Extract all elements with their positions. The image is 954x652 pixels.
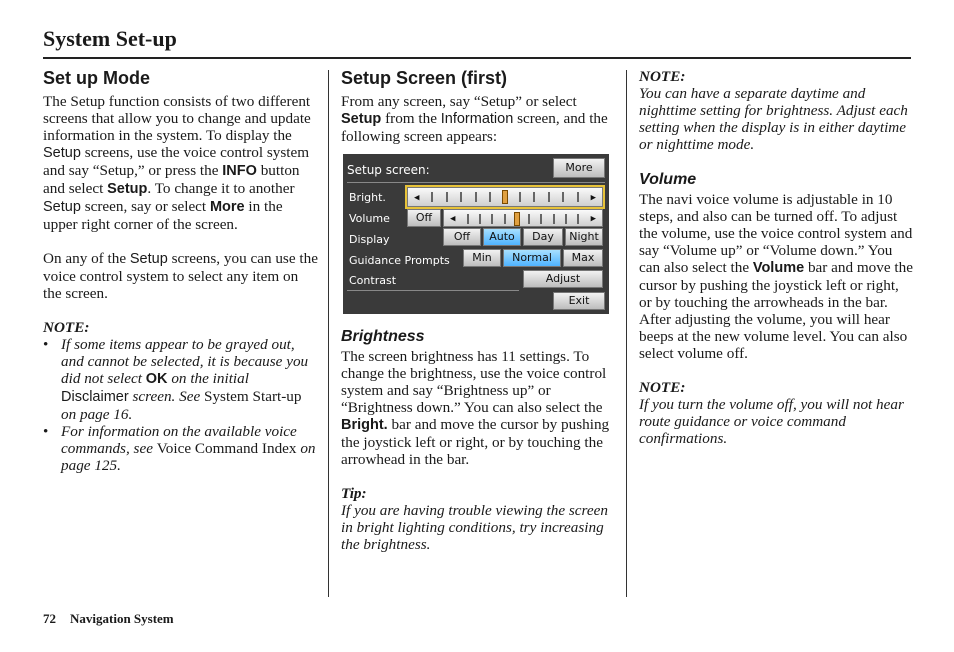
arrow-left-icon[interactable]: ◀ xyxy=(450,214,456,224)
page-title: System Set-up xyxy=(43,26,177,51)
keyword-information: Information xyxy=(440,111,514,127)
setup-screens-paragraph xyxy=(43,250,318,302)
tip-heading: Tip: xyxy=(341,485,367,502)
text-run: in the upper right corner of the screen. xyxy=(43,198,283,233)
text-run: screens, use the voice control system and say “Setup,” or press the xyxy=(43,144,310,179)
display-night-button[interactable]: Night xyxy=(565,228,603,246)
volume-slider-tick xyxy=(528,214,530,224)
keyword-setup: Setup xyxy=(129,251,168,267)
volume-slider-tick xyxy=(504,214,506,224)
setup-mode-paragraph xyxy=(43,93,318,233)
page-footer xyxy=(43,611,174,627)
volume-paragraph xyxy=(639,191,914,362)
note-volume-off: If you turn the volume off, you will not hear route guidance or voice command confirmations. xyxy=(639,396,904,447)
keyword-volume: Volume xyxy=(752,260,805,276)
bright-slider-cursor[interactable] xyxy=(502,190,508,204)
footer-label: Navigation System xyxy=(70,611,174,626)
display-off-button[interactable]: Off xyxy=(443,228,481,246)
page-number: 72 xyxy=(43,611,56,626)
text-run: button and select xyxy=(43,162,300,197)
column-divider-1 xyxy=(328,70,329,597)
column-divider-2 xyxy=(626,70,627,597)
volume-slider-tick xyxy=(479,214,481,224)
note-bullet-voice-commands xyxy=(43,423,318,474)
setup-screen-intro xyxy=(341,93,616,145)
arrow-right-icon[interactable]: ▶ xyxy=(590,193,596,203)
text-run: From any screen, say “Setup” or select xyxy=(341,93,577,110)
keyword-setup: Setup xyxy=(43,145,81,161)
note-brightness-daynight: You can have a separate daytime and nighttime setting for brightness. Adjust each setting when the display is in either daytime or nighttime mode. xyxy=(639,85,908,153)
brightness-paragraph xyxy=(341,348,616,468)
brightness-heading: Brightness xyxy=(341,328,425,345)
bright-slider-tick xyxy=(431,192,433,202)
text-run: on the initial xyxy=(167,370,249,387)
text-run: For information on the available voice commands, see xyxy=(61,423,297,457)
volume-slider-tick xyxy=(577,214,579,224)
volume-slider-tick xyxy=(491,214,493,224)
column-left xyxy=(43,68,318,474)
guidance-max-button[interactable]: Max xyxy=(563,249,603,267)
arrow-left-icon[interactable]: ◀ xyxy=(414,193,420,203)
note-heading: NOTE: xyxy=(43,319,90,336)
arrow-right-icon[interactable]: ▶ xyxy=(590,214,596,224)
volume-slider-tick xyxy=(467,214,469,224)
section-heading-setup-mode: Set up Mode xyxy=(43,68,150,88)
bright-slider-tick xyxy=(533,192,535,202)
bright-slider-tick xyxy=(562,192,564,202)
text-run: The screen brightness has 11 settings. To change the brightness, use the voice control system and say “Brightness up” or “Brightness down.” You can also select the xyxy=(341,348,607,416)
text-run: On any of the xyxy=(43,250,130,267)
guidance-prompts-label: Guidance Prompts xyxy=(349,254,450,267)
volume-slider-tick xyxy=(553,214,555,224)
volume-slider[interactable] xyxy=(443,209,603,227)
row-divider xyxy=(347,290,519,291)
text-run: on page 16. xyxy=(61,406,133,423)
keyword-bright: Bright. xyxy=(341,417,388,433)
keyword-setup: Setup xyxy=(43,199,81,215)
text-run: The Setup function consists of two different screens that allow you to change and update information in the system. To display the xyxy=(43,93,311,144)
contrast-adjust-button[interactable]: Adjust xyxy=(523,270,603,288)
display-day-button[interactable]: Day xyxy=(523,228,563,246)
keyword-setup-bold: Setup xyxy=(107,181,148,197)
keyword-setup-bold: Setup xyxy=(341,111,382,127)
text-run: bar and move the cursor by pushing the joystick left or right, or by touching the arrowhead in the bar. xyxy=(341,416,610,468)
note-bullet-grayed xyxy=(43,336,318,423)
bright-slider[interactable] xyxy=(407,187,603,207)
guidance-normal-button[interactable]: Normal xyxy=(503,249,561,267)
volume-slider-tick xyxy=(565,214,567,224)
more-button[interactable]: More xyxy=(553,158,605,178)
volume-off-button[interactable]: Off xyxy=(407,209,441,227)
text-run: screens, you can use the voice control system to select any item on the screen. xyxy=(43,250,318,302)
reference-system-startup: System Start-up xyxy=(204,388,302,405)
text-run: If some items appear to be grayed out, and cannot be selected, it is because you did not select xyxy=(61,336,309,387)
bright-label: Bright. xyxy=(349,191,386,204)
keyword-disclaimer: Disclaimer xyxy=(61,389,129,405)
volume-slider-cursor[interactable] xyxy=(514,212,520,226)
keyword-more: More xyxy=(209,199,245,215)
display-label: Display xyxy=(349,233,390,246)
bright-slider-tick xyxy=(475,192,477,202)
title-rule xyxy=(43,57,911,59)
bright-slider-tick xyxy=(519,192,521,202)
text-run: from the xyxy=(381,110,441,127)
exit-button[interactable]: Exit xyxy=(553,292,605,310)
screen-title: Setup screen: xyxy=(347,163,430,177)
text-run: screen, say or select xyxy=(80,198,210,215)
volume-heading: Volume xyxy=(639,171,697,188)
display-auto-button[interactable]: Auto xyxy=(483,228,521,246)
bright-slider-tick xyxy=(548,192,550,202)
text-run: screen. See xyxy=(128,388,205,405)
setup-screen-image xyxy=(343,154,609,314)
note-heading: NOTE: xyxy=(639,68,686,85)
column-right xyxy=(639,68,914,447)
keyword-info: INFO xyxy=(222,163,257,179)
bright-slider-tick xyxy=(460,192,462,202)
tip-text: If you are having trouble viewing the screen in bright lighting conditions, try increasing the brightness. xyxy=(341,502,608,553)
text-run: The navi voice volume is adjustable in 10 steps, and also can be turned off. To adjust the volume, use the voice control system and say “Volume up” or “Volume down.” You can also select the xyxy=(639,191,913,276)
reference-voice-command-index: Voice Command Index xyxy=(156,440,297,457)
column-middle xyxy=(341,68,616,553)
bright-slider-tick xyxy=(577,192,579,202)
volume-slider-tick xyxy=(540,214,542,224)
keyword-ok: OK xyxy=(145,371,168,387)
text-run: screen, and the following screen appears: xyxy=(341,110,608,145)
bright-slider-tick xyxy=(489,192,491,202)
text-run: on page 125. xyxy=(61,440,316,474)
volume-label: Volume xyxy=(349,212,390,225)
text-run: . To change it to another xyxy=(147,180,295,197)
note-heading: NOTE: xyxy=(639,379,686,396)
section-heading-setup-screen: Setup Screen (first) xyxy=(341,68,508,88)
note-list xyxy=(43,336,318,474)
guidance-min-button[interactable]: Min xyxy=(463,249,501,267)
text-run: bar and move the cursor by pushing the joystick left or right, or by touching the arrowheads in the bar. After adjusting the volume, you will hear beeps at the new volume level. You can also select volume off. xyxy=(639,259,913,362)
row-divider xyxy=(347,182,605,183)
contrast-label: Contrast xyxy=(349,274,397,287)
bright-slider-tick xyxy=(446,192,448,202)
